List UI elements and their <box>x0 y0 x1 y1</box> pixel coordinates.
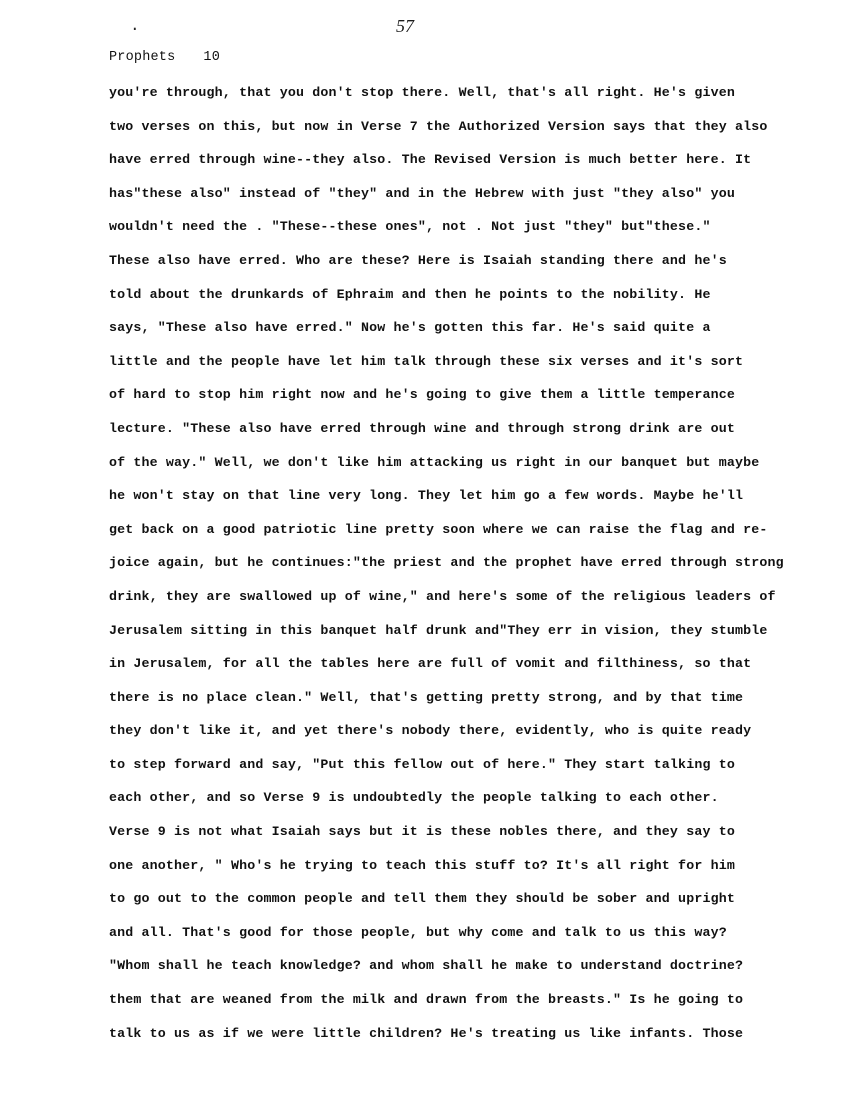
text-line: they don't like it, and yet there's nobody there, evidently, who is quite ready <box>109 723 752 739</box>
text-line: says, "These also have erred." Now he's gotten this far. He's said quite a <box>109 320 711 336</box>
text-line: one another, " Who's he trying to teach this stuff to? It's all right for him <box>109 857 735 873</box>
margin-dot: · <box>130 20 140 38</box>
text-line: and all. That's good for those people, but why come and talk to us this way? <box>109 924 727 940</box>
text-line: joice again, but he continues:"the priest and the prophet have erred through strong <box>109 555 784 571</box>
text-line: there is no place clean." Well, that's getting pretty strong, and by that time <box>109 689 744 705</box>
text-line: told about the drunkards of Ephraim and then he points to the nobility. He <box>109 286 711 302</box>
text-line: get back on a good patriotic line pretty soon where we can raise the flag and re- <box>109 521 768 537</box>
text-line: has"these also" instead of "they" and in the Hebrew with just "they also" you <box>109 185 735 201</box>
text-line: wouldn't need the . "These--these ones", not . Not just "they" but"these." <box>109 219 711 235</box>
text-line: he won't stay on that line very long. They let him go a few words. Maybe he'll <box>109 488 744 504</box>
text-line: lecture. "These also have erred through wine and through strong drink are out <box>109 420 735 436</box>
text-line: Jerusalem sitting in this banquet half drunk and"They err in vision, they stumble <box>109 622 768 638</box>
text-line: to step forward and say, "Put this fellow out of here." They start talking to <box>109 756 735 772</box>
text-line: Verse 9 is not what Isaiah says but it is these nobles there, and they say to <box>109 824 735 840</box>
header-section: 10 <box>203 50 221 65</box>
text-line: of hard to stop him right now and he's going to give them a little temperance <box>109 387 735 403</box>
text-line: little and the people have let him talk through these six verses and it's sort <box>109 353 744 369</box>
text-line: you're through, that you don't stop there. Well, that's all right. He's given <box>109 85 735 100</box>
page-header <box>109 50 220 65</box>
text-line: talk to us as if we were little children? He's treating us like infants. Those <box>109 1025 744 1041</box>
text-line: them that are weaned from the milk and drawn from the breasts." Is he going to <box>109 992 744 1008</box>
text-line: "Whom shall he teach knowledge? and whom shall he make to understand doctrine? <box>109 958 744 974</box>
text-line: These also have erred. Who are these? Here is Isaiah standing there and he's <box>109 252 727 268</box>
text-line: in Jerusalem, for all the tables here are full of vomit and filthiness, so that <box>109 656 752 672</box>
text-line: of the way." Well, we don't like him attacking us right in our banquet but maybe <box>109 454 760 470</box>
header-title: Prophets <box>109 50 176 65</box>
body-text <box>109 84 829 1058</box>
text-line: drink, they are swallowed up of wine," and here's some of the religious leaders of <box>109 588 776 604</box>
page-number: 57 <box>396 16 414 36</box>
text-line: have erred through wine--they also. The Revised Version is much better here. It <box>109 152 752 168</box>
text-line: to go out to the common people and tell them they should be sober and upright <box>109 891 735 907</box>
text-line: two verses on this, but now in Verse 7 the Authorized Version says that they also <box>109 118 768 134</box>
text-line: each other, and so Verse 9 is undoubtedly the people talking to each other. <box>109 790 719 806</box>
